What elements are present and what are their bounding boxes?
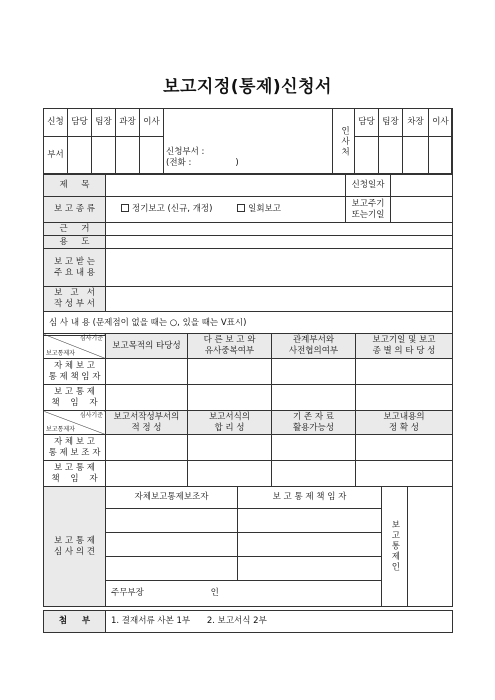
review-cell[interactable] — [188, 461, 272, 487]
role-label: 팀장 — [379, 109, 403, 137]
basis-input[interactable] — [106, 223, 453, 236]
review-table-1 — [43, 333, 453, 411]
review-cell[interactable] — [272, 385, 356, 411]
criteria-col: 보고서작성부서의 적 정 성 — [106, 411, 188, 435]
assistant-col-header: 자체보고통제보조자 — [106, 487, 238, 509]
phone-close: ) — [235, 158, 239, 169]
report-cycle-input[interactable] — [391, 197, 453, 223]
opinion-line[interactable] — [106, 533, 238, 557]
page-title: 보고지정(통제)신청서 — [163, 77, 332, 97]
apply-date-label: 신청일자 — [346, 175, 391, 197]
phone-field-label: (전화 : — [166, 158, 192, 169]
role-label: 담당 — [68, 109, 92, 137]
attach-item: 1. 결재서류 사본 1부 — [111, 616, 191, 627]
criteria-diagonal — [44, 411, 106, 435]
approval-left — [43, 108, 164, 175]
role-label: 이사 — [429, 109, 453, 137]
review-cell[interactable] — [106, 435, 188, 461]
manager-sign-row — [106, 581, 382, 607]
review-cell[interactable] — [356, 385, 453, 411]
basis-label: 근 거 — [44, 223, 106, 236]
review-table-2 — [43, 410, 453, 487]
criteria-col: 보고기일 및 보고 종 별 의 타 당 성 — [356, 334, 453, 359]
sign-box[interactable] — [92, 137, 116, 175]
review-cell[interactable] — [188, 359, 272, 385]
usage-input[interactable] — [106, 236, 453, 249]
review-cell[interactable] — [356, 435, 453, 461]
writer-dept-label: 보 고 서 작 성 부 서 — [44, 287, 106, 312]
onetime-report-option[interactable] — [237, 204, 281, 214]
sign-box[interactable] — [403, 137, 429, 175]
sign-box[interactable] — [140, 137, 164, 175]
review-cell[interactable] — [106, 385, 188, 411]
review-cell[interactable] — [272, 359, 356, 385]
dept-field-label: 신청부서 : — [166, 147, 205, 157]
attach-item: 2. 보고서식 2부 — [206, 616, 267, 627]
criteria-col: 관계부서와 사전협의여부 — [272, 334, 356, 359]
sign-box[interactable] — [116, 137, 140, 175]
role-label: 담당 — [355, 109, 379, 137]
attach-label: 첨 부 — [44, 611, 106, 633]
criteria-col: 다 른 보 고 와 유사중복여부 — [188, 334, 272, 359]
attach-items — [106, 611, 453, 633]
review-cell[interactable] — [188, 435, 272, 461]
review-cell[interactable] — [356, 461, 453, 487]
manager-col-header: 보 고 통 제 책 임 자 — [238, 487, 382, 509]
criteria-col: 보고서식의 합 리 성 — [188, 411, 272, 435]
criteria-col: 기 존 자 료 활용가능성 — [272, 411, 356, 435]
opinion-line[interactable] — [238, 509, 382, 533]
checkbox-icon — [121, 204, 129, 212]
role-label: 차장 — [403, 109, 429, 137]
dept-label: 부서 — [44, 137, 68, 175]
approval-right — [332, 108, 453, 175]
attach-table — [43, 610, 453, 633]
review-cell[interactable] — [106, 359, 188, 385]
review-note: 심 사 내 용 (문제점이 없을 때는 ○, 있을 때는 V표시) — [44, 312, 453, 336]
role-label: 팀장 — [92, 109, 116, 137]
controller-seal-box[interactable] — [408, 487, 453, 607]
opinion-line[interactable] — [238, 557, 382, 581]
criteria-col: 보고목적의 타당성 — [106, 334, 188, 359]
subject-input[interactable] — [106, 175, 346, 197]
applicant-label: 신청 — [44, 109, 68, 137]
role-label: 과장 — [116, 109, 140, 137]
option-label: 정기보고 (신규, 개정) — [132, 204, 213, 215]
regular-report-option[interactable] — [121, 204, 212, 214]
option-label: 일회보고 — [248, 204, 281, 215]
opinion-table — [43, 486, 453, 607]
dept-info — [166, 147, 239, 170]
seal-label: 인 — [210, 588, 219, 599]
subject-label: 제 목 — [44, 175, 106, 197]
reviewer-row-label: 자 체 보 고 통 제 보 조 자 — [44, 435, 106, 461]
hr-label-text: 인사처 — [339, 125, 350, 158]
sign-box[interactable] — [429, 137, 453, 175]
role-label: 이사 — [140, 109, 164, 137]
diag-bottom-label: 보고통제자 — [46, 425, 75, 433]
hr-label — [333, 109, 355, 175]
report-cycle-label: 보고주기 또는기일 — [346, 197, 391, 223]
review-cell[interactable] — [356, 359, 453, 385]
sign-box[interactable] — [68, 137, 92, 175]
diag-top-label: 심사기준 — [79, 335, 103, 342]
reviewer-row-label: 보 고 통 제 책 임 자 — [44, 461, 106, 487]
opinion-line[interactable] — [106, 557, 238, 581]
diag-bottom-label: 보고통제자 — [46, 349, 75, 357]
diag-top-label: 심사기준 — [79, 412, 103, 419]
review-cell[interactable] — [188, 385, 272, 411]
opinion-line[interactable] — [106, 509, 238, 533]
review-cell[interactable] — [272, 435, 356, 461]
review-cell[interactable] — [106, 461, 188, 487]
review-cell[interactable] — [272, 461, 356, 487]
receive-label: 보 고 받 는 주 요 내 용 — [44, 249, 106, 287]
reviewer-row-label: 자 체 보 고 통 제 책 임 자 — [44, 359, 106, 385]
writer-dept-input[interactable] — [106, 287, 453, 312]
sign-box[interactable] — [379, 137, 403, 175]
checkbox-icon — [237, 204, 245, 212]
controller-label — [382, 487, 408, 607]
controller-label-text: 보고통제인 — [389, 520, 400, 573]
manager-label: 주무부장 — [111, 588, 144, 599]
opinion-line[interactable] — [238, 533, 382, 557]
sign-box[interactable] — [355, 137, 379, 175]
report-type-label: 보 고 종 류 — [44, 197, 106, 223]
usage-label: 용 도 — [44, 236, 106, 249]
main-form — [43, 174, 453, 336]
apply-date-input[interactable] — [391, 175, 453, 197]
report-type-options — [106, 197, 346, 223]
opinion-label: 보 고 통 제 심 사 의 견 — [44, 487, 106, 607]
criteria-diagonal — [44, 334, 106, 359]
criteria-col: 보고내용의 정 확 성 — [356, 411, 453, 435]
receive-input[interactable] — [106, 249, 453, 287]
reviewer-row-label: 보 고 통 제 책 임 자 — [44, 385, 106, 411]
